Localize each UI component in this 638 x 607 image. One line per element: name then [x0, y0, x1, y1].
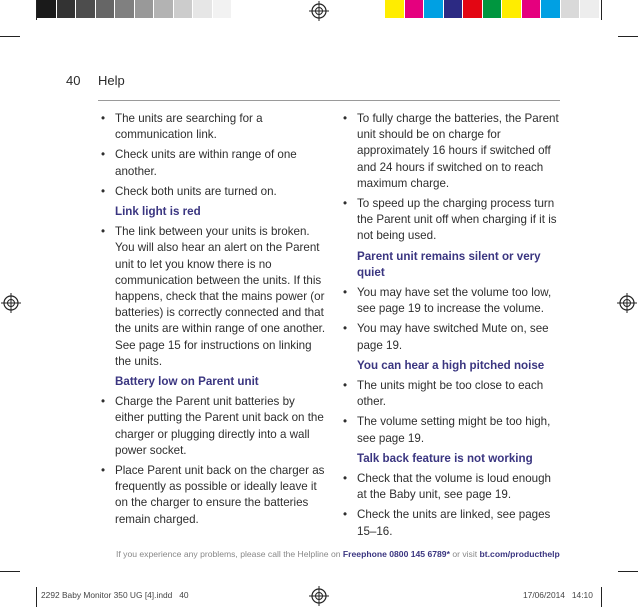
color-swatch: [115, 0, 135, 18]
color-swatch: [483, 0, 503, 18]
color-swatch: [37, 0, 57, 18]
crop-mark-top-left-vertical: [36, 0, 37, 20]
list-item: • Check the units are linked, see pages 15–16.: [343, 507, 563, 539]
color-swatch: [561, 0, 581, 18]
process-color-bar: [385, 0, 600, 18]
footer-text: If you experience any problems, please call the Helpline on: [116, 549, 343, 559]
list-item: • Check units are within range of one another.: [101, 147, 326, 179]
color-swatch: [385, 0, 405, 18]
crop-mark-top-right-vertical: [601, 0, 602, 20]
color-swatch: [580, 0, 600, 18]
registration-mark-right-icon: [617, 293, 637, 313]
registration-mark-bottom-icon: [309, 586, 329, 606]
page-number: 40: [66, 73, 81, 88]
header-divider: [98, 100, 560, 101]
list-item: • Check both units are turned on.: [101, 184, 326, 200]
section-heading-battery-low: Battery low on Parent unit: [115, 375, 259, 389]
color-swatch: [502, 0, 522, 18]
registration-mark-top-icon: [309, 1, 329, 21]
color-swatch: [522, 0, 542, 18]
color-swatch: [135, 0, 155, 18]
color-swatch: [213, 0, 233, 18]
color-swatch: [405, 0, 425, 18]
list-item: • Place Parent unit back on the charger as frequently as possible or ideally leave it on the charger to ensure the batteries remain charged.: [101, 463, 326, 528]
list-item: • The units might be too close to each other.: [343, 378, 563, 410]
color-swatch: [76, 0, 96, 18]
crop-mark-bottom-right-vertical: [601, 587, 602, 607]
list-item: • You may have set the volume too low, see page 19 to increase the volume.: [343, 285, 563, 317]
list-item: • The link between your units is broken. You will also hear an alert on the Parent unit to let you know there is no communication between the units. If this happens, check that the mains power (or batteries) is correctly connected and that the units are within range of one another. See page 15 for instructions on linking the units.: [101, 224, 326, 370]
color-swatch: [193, 0, 213, 18]
left-column: [101, 111, 326, 532]
helpline-number: Freephone 0800 145 6789*: [342, 549, 450, 559]
color-swatch: [174, 0, 194, 18]
color-swatch: [463, 0, 483, 18]
list-item: • Charge the Parent unit batteries by either putting the Parent unit back on the charger or plugging directly into a wall power socket.: [101, 394, 326, 459]
crop-mark-bottom-left-vertical: [36, 587, 37, 607]
list-item: • Check that the volume is loud enough at the Baby unit, see page 19.: [343, 471, 563, 503]
color-swatch: [444, 0, 464, 18]
list-item: • You may have switched Mute on, see page 19.: [343, 321, 563, 353]
slug-datetime: 17/06/2014 14:10: [523, 590, 593, 600]
color-swatch: [96, 0, 116, 18]
crop-mark-bottom-right: [618, 571, 638, 572]
gray-color-bar: [37, 0, 232, 18]
section-heading-parent-silent: Parent unit remains silent or very quiet: [357, 249, 541, 279]
help-url-link[interactable]: bt.com/producthelp: [479, 549, 560, 559]
section-heading-link-light: Link light is red: [115, 205, 201, 219]
list-item: • To fully charge the batteries, the Parent unit should be on charge for approximately 16 hours if switched off and 24 hours if switched on to reach maximum charge.: [343, 111, 563, 192]
section-heading-talk-back: Talk back feature is not working: [357, 451, 533, 465]
section-heading-high-pitched-noise: You can hear a high pitched noise: [357, 358, 545, 372]
color-swatch: [57, 0, 77, 18]
registration-mark-left-icon: [1, 293, 21, 313]
crop-mark-top-right: [618, 36, 638, 37]
color-swatch: [541, 0, 561, 18]
crop-mark-top-left: [0, 36, 20, 37]
slug-filename: 2292 Baby Monitor 350 UG [4].indd 40: [41, 590, 189, 600]
color-swatch: [154, 0, 174, 18]
crop-mark-bottom-left: [0, 571, 20, 572]
right-column: [343, 111, 563, 544]
helpline-footer: [116, 549, 560, 559]
color-swatch: [424, 0, 444, 18]
list-item: • The units are searching for a communication link.: [101, 111, 326, 143]
footer-text: or visit: [449, 549, 480, 559]
section-title: Help: [98, 73, 125, 88]
list-item: • The volume setting might be too high, see page 19.: [343, 414, 563, 446]
list-item: • To speed up the charging process turn the Parent unit off when charging if it is not being used.: [343, 196, 563, 245]
